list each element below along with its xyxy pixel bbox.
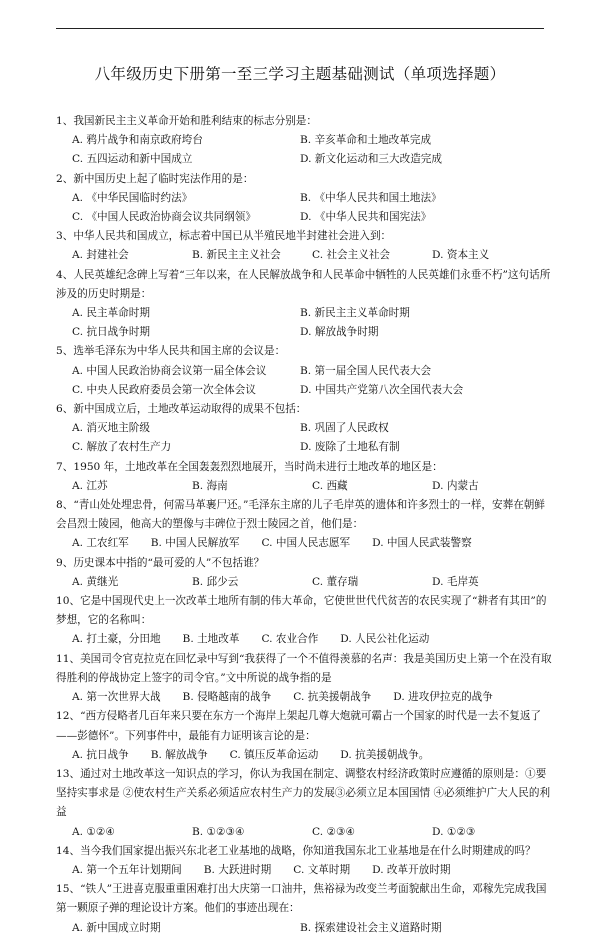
option-row xyxy=(56,323,552,342)
option-row xyxy=(56,573,552,592)
option-a: A. 《中华民国临时约法》 xyxy=(72,191,193,204)
question-stem: 1、我国新民主主义革命开始和胜利结束的标志分别是： xyxy=(56,115,317,127)
option-a: A. 中国人民政治协商会议第一届全体会议 xyxy=(72,364,267,377)
option-row xyxy=(56,419,552,438)
option-d: D. 进攻伊拉克的战争 xyxy=(393,691,493,704)
question-stem: 12、“西方侵略者几百年来只要在东方一个海岸上架起几尊大炮就可霸占一个国家的时代是一去不复返了——彭德怀”。下列事件中，最能有力证明该言论的是： xyxy=(56,710,542,742)
option-a: A. 封建社会 xyxy=(72,249,129,262)
option-row xyxy=(56,189,552,208)
question-10 xyxy=(56,592,552,650)
option-row xyxy=(56,477,552,496)
question-stem: 5、选举毛泽东为中华人民共和国主席的会议是： xyxy=(56,345,286,358)
page-title: 八年级历史下册第一至三学习主题基础测试（单项选择题） xyxy=(94,65,506,83)
option-d: D. 资本主义 xyxy=(432,249,490,262)
option-a: A. 民主革命时期 xyxy=(72,307,150,320)
option-a: A. 新中国成立时期 xyxy=(72,921,161,934)
option-d: D. 中国共产党第八次全国代表大会 xyxy=(300,383,464,396)
option-row xyxy=(56,131,552,150)
option-b: B. 大跃进时期 xyxy=(203,863,272,876)
option-b: B. 新民主主义革命时期 xyxy=(300,307,410,320)
question-stem: 6、新中国成立后，土地改革运动取得的成果不包括： xyxy=(56,403,307,416)
option-a: A. 江苏 xyxy=(72,479,108,492)
question-stem: 7、1950 年，土地改革在全国轰轰烈烈地展开，当时尚未进行土地改革的地区是： xyxy=(56,460,443,473)
option-a: A. 抗日战争 xyxy=(72,748,129,761)
question-stem: 8、“青山处处埋忠骨，何需马革裹尸还。”毛泽东主席的儿子毛岸英的遗体和许多烈士的一样，安葬在朝鲜会昌烈士陵园，他高大的塑像与丰碑位于烈士陵园之首，他们是： xyxy=(56,499,545,531)
option-a: A. 消灭地主阶级 xyxy=(72,422,150,435)
option-row xyxy=(56,746,552,765)
option-b: B. 解放战争 xyxy=(150,748,208,761)
option-b: B. 新民主主义社会 xyxy=(192,249,281,262)
option-b: B. 巩固了人民政权 xyxy=(300,422,389,435)
question-9 xyxy=(56,554,552,592)
option-c: C. 文革时期 xyxy=(293,863,351,876)
option-b: B. 《中华人民共和国土地法》 xyxy=(300,191,442,204)
option-c: C. 《中国人民政治协商会议共同纲领》 xyxy=(72,211,256,224)
option-row xyxy=(56,381,552,400)
option-a: A. 第一个五年计划期间 xyxy=(72,863,182,876)
header-rule xyxy=(56,28,544,29)
option-row xyxy=(56,304,552,323)
option-row xyxy=(56,246,552,265)
option-d: D. 解放战争时期 xyxy=(300,326,379,339)
question-13 xyxy=(56,765,552,842)
option-c: C. 西藏 xyxy=(312,479,348,492)
option-b: B. 海南 xyxy=(192,479,228,492)
question-stem: 4、人民英雄纪念碑上写着“三年以来，在人民解放战争和人民革命中牺牲的人民英雄们永垂不朽”这句话所涉及的历史时期是： xyxy=(56,268,551,300)
question-stem: 15、“铁人”王进喜克服重重困难打出大庆第一口油井，焦裕禄为改变兰考面貌献出生命，邓稼先完成我国第一颗原子弹的理论设计方案。他们的事迹出现在： xyxy=(56,883,547,915)
option-c: C. 抗日战争时期 xyxy=(72,326,151,339)
option-b: B. 侵略越南的战争 xyxy=(182,691,272,704)
option-d: D. 《中华人民共和国宪法》 xyxy=(300,211,432,224)
option-row xyxy=(56,438,552,457)
option-d: D. 中国人民武装警察 xyxy=(372,537,472,550)
option-c: C. 镇压反革命运动 xyxy=(229,748,319,761)
option-d: D. 毛岸英 xyxy=(432,575,479,588)
question-11 xyxy=(56,650,552,708)
question-12 xyxy=(56,707,552,765)
option-row xyxy=(56,630,552,649)
option-row xyxy=(56,688,552,707)
question-8 xyxy=(56,496,552,554)
question-stem: 9、历史课本中指的“最可爱的人”不包括谁？ xyxy=(56,556,265,569)
option-b: B. 中国人民解放军 xyxy=(150,537,240,550)
option-c: C. 解放了农村生产力 xyxy=(72,441,172,454)
option-d: D. ①②③ xyxy=(432,825,476,838)
option-b: B. 第一届全国人民代表大会 xyxy=(300,364,432,377)
option-c: C. 抗美援朝战争 xyxy=(293,691,372,704)
option-b: B. 土地改革 xyxy=(182,633,240,646)
option-a: A. 工农红军 xyxy=(72,537,129,550)
option-row xyxy=(56,823,552,842)
option-c: C. 董存瑞 xyxy=(312,575,359,588)
option-row xyxy=(56,861,552,880)
option-c: C. ②③④ xyxy=(312,825,355,838)
option-a: A. ①②④ xyxy=(72,825,115,838)
question-6 xyxy=(56,400,552,458)
option-d: D. 抗美援朝战争。 xyxy=(340,748,430,761)
option-row xyxy=(56,150,552,169)
option-a: A. 鸦片战争和南京政府垮台 xyxy=(72,134,203,147)
question-2 xyxy=(56,170,552,228)
question-stem: 13、通过对土地改革这一知识点的学习，你认为我国在制定、调整农村经济政策时应遵循的原则是：①要坚持实事求是 ②使农村生产关系必须适应农村生产力的发展③必须立足本国国情 ④必须维护广大人民的利益 xyxy=(56,767,551,819)
question-stem: 14、当今我们国家提出振兴东北老工业基地的战略，你知道我国东北工业基地是在什么时期建成的吗？ xyxy=(56,844,536,857)
question-list xyxy=(56,112,552,938)
option-b: B. ①②③④ xyxy=(192,825,245,838)
question-stem: 10、它是中国现代史上一次改革土地所有制的伟大革命，它使世世代代贫苦的农民实现了“耕者有其田”的梦想，它的名称叫： xyxy=(56,595,547,627)
option-row xyxy=(56,208,552,227)
question-15 xyxy=(56,880,552,938)
option-b: B. 邱少云 xyxy=(192,575,239,588)
question-3 xyxy=(56,227,552,265)
option-row xyxy=(56,919,552,938)
question-14 xyxy=(56,842,552,880)
option-a: A. 打土豪，分田地 xyxy=(72,633,161,646)
option-d: D. 废除了土地私有制 xyxy=(300,441,400,454)
option-c: C. 社会主义社会 xyxy=(312,249,391,262)
option-d: D. 新文化运动和三大改造完成 xyxy=(300,153,442,166)
option-d: D. 人民公社化运动 xyxy=(340,633,430,646)
option-c: C. 中央人民政府委员会第一次全体会议 xyxy=(72,383,256,396)
question-stem: 11、美国司令官克拉克在回忆录中写到“我获得了一个不值得羡慕的名声：我是美国历史上第一个在没有取得胜利的停战协定上签字的司令官。”文中所说的战争指的是 xyxy=(56,652,552,684)
question-stem: 3、中华人民共和国成立，标志着中国已从半殖民地半封建社会进入到： xyxy=(56,230,392,243)
question-7 xyxy=(56,458,552,496)
option-b: B. 辛亥革命和土地改革完成 xyxy=(300,134,432,147)
option-b: B. 探索建设社会主义道路时期 xyxy=(300,921,442,934)
option-c: C. 农业合作 xyxy=(261,633,319,646)
question-stem: 2、新中国历史上起了临时宪法作用的是： xyxy=(56,172,254,185)
question-4 xyxy=(56,266,552,343)
option-c: C. 五四运动和新中国成立 xyxy=(72,153,193,166)
option-a: A. 第一次世界大战 xyxy=(72,691,161,704)
question-5 xyxy=(56,342,552,400)
option-row xyxy=(56,534,552,553)
option-d: D. 改革开放时期 xyxy=(372,863,451,876)
option-a: A. 黄继光 xyxy=(72,575,119,588)
question-1 xyxy=(56,112,552,170)
option-c: C. 中国人民志愿军 xyxy=(261,537,351,550)
option-d: D. 内蒙古 xyxy=(432,479,479,492)
option-row xyxy=(56,362,552,381)
